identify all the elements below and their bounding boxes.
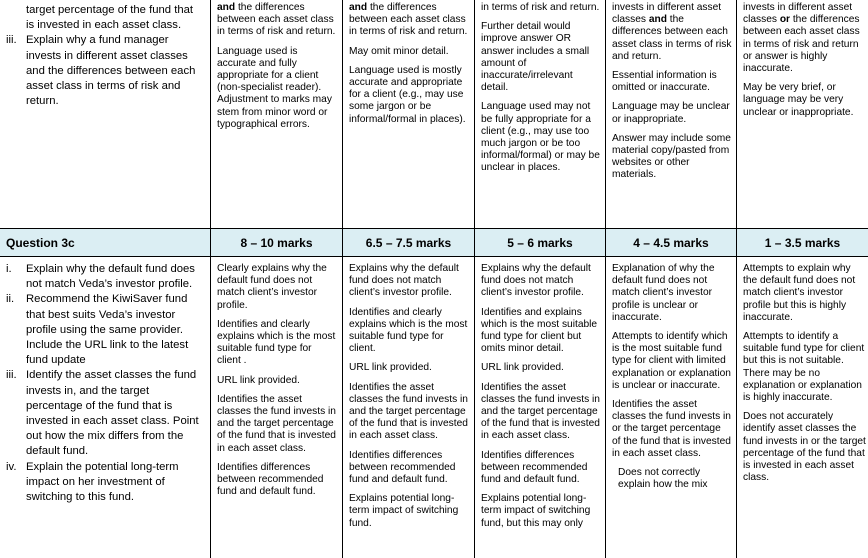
criteria-text: URL link provided. [349,362,432,374]
criteria-text: Attempts to explain why the default fund does not match client’s investor profile but this is highly inaccurate. [743,263,856,323]
criteria-text: Identifies and clearly explains which is the most suitable fund type for client. [349,306,468,355]
criteria-text-body: the differences between each asset class in terms of risk and return. [217,2,336,38]
criteria-text: Language used is accurate and fully appropriate for a client (non-specialist reader). Adjustment to marks may stem from minor word or typographical errors. [217,45,332,130]
band-header-label: 4 – 4.5 marks [633,235,709,250]
band-header-label: 8 – 10 marks [240,235,313,250]
question-header-cell [0,229,211,257]
criteria-text: Explains potential long-term impact of switching fund, but this may only [481,493,591,529]
criteria-text [743,2,866,75]
band-header-label: 1 – 3.5 marks [764,235,841,250]
question-item-text: Explain the potential long-term impact on her investment of switching to this fund. [26,460,179,504]
bold-lead: and [217,2,236,13]
criteria-text-body: the differences between each asset class in terms of risk and return or answer is highly inaccurate. [743,14,860,75]
question-item-number: iv. [6,460,17,473]
question-item-text: Recommend the KiwiSaver fund that best suits Veda’s investor profile using the same provider. Include the URL link to the latest fund update [26,293,189,367]
question-item-text: Identify the asset classes the fund invests in, and the target percentage of the fund that is invested in each asset class. Point out how the mix differs from the default fund. [26,369,199,458]
band-5-criteria-cell [737,257,868,558]
question-item [6,262,204,292]
criteria-text: Identifies differences between recommended fund and default fund. [481,449,588,486]
criteria-text: Attempts to identify a suitable fund type for client but this is not suitable. There may be no explanation or explanation is highly inaccurate. [743,331,865,404]
band-4-criteria-cell [606,257,737,558]
top-question-continuation: target percentage of the fund that is invested in each asset class. [26,4,194,32]
criteria-text [217,2,338,39]
criteria-text: Identifies the asset classes the fund invests in or the target percentage of the fund that is invested in each asset class. [612,399,731,459]
question-item-number: iii. [6,34,17,47]
question-item-number: i. [6,263,12,275]
question-item-number: ii. [6,293,15,306]
bold-connector: or [779,14,790,26]
question-items-cell [0,257,211,558]
top-band-3-cell [475,0,606,229]
criteria-text: Language used may not be fully appropriate for a client (e.g., may use too much jargon or be too informal/formal) or may be unclear in places. [481,101,600,174]
criteria-text [612,2,732,63]
band-header-cell [475,229,606,257]
top-question-cell [0,0,211,229]
band-header-cell [606,229,737,257]
criteria-text: Identifies and explains which is the most suitable fund type for client but omits minor detail. [481,306,598,355]
criteria-text: URL link provided. [481,362,564,374]
criteria-text: May omit minor detail. [349,45,449,57]
top-band-2-cell [343,0,475,229]
question-item-text: Explain why a fund manager invests in different asset classes and the differences between each asset class in terms of risk and return. [26,34,196,108]
criteria-text-body: the differences between each asset class in terms of risk and return. [349,2,468,38]
top-band-4-cell [606,0,737,229]
criteria-text: Explains potential long-term impact of switching fund. [349,493,459,529]
band-header-label: 6.5 – 7.5 marks [365,235,452,250]
criteria-text: Attempts to identify which is the most suitable fund type for client with limited explanation or explanation is unclear or inaccurate. [612,331,731,391]
criteria-text: Language used is mostly accurate and appropriate for a client (e.g., may use some jargon or be informal/formal in places). [349,64,466,125]
criteria-text: Explains why the default fund does not match client’s investor profile. [349,263,459,299]
criteria-text: Identifies the asset classes the fund invests in and the target percentage of the fund that is invested in each asset class. [349,381,468,442]
question-item [6,460,204,506]
criteria-text: Clearly explains why the default fund does not match client’s investor profile. [217,263,327,311]
criteria-text-body: invests in different asset classes [612,2,722,26]
criteria-text: Does not accurately identify asset classes the fund invests in or the target percentage of the fund that is invested in each asset class. [743,411,866,484]
band-header-cell [737,229,868,257]
question-item-number: iii. [6,369,17,382]
criteria-text: May be very brief, or language may be very unclear or inappropriate. [743,82,854,118]
criteria-text-body: the differences between each asset class in terms of risk and return. [612,14,732,62]
top-band-1-cell [211,0,343,229]
criteria-text: Further detail would improve answer OR answer includes a small amount of inaccurate/irrelevant detail. [481,21,590,94]
bold-connector: and [648,14,667,26]
criteria-text [349,2,470,39]
question-item [6,33,204,109]
band-3-criteria-cell [475,257,606,558]
criteria-text: Identifies and clearly explains which is the most suitable fund type for client . [217,318,336,367]
criteria-text: Explains why the default fund does not match client’s investor profile. [481,263,591,299]
criteria-text: Does not correctly explain how the mix [618,467,708,491]
question-item [6,292,204,368]
criteria-text: Answer may include some material copy/pasted from websites or other materials. [612,132,731,181]
band-2-criteria-cell [343,257,475,558]
question-item-text: Explain why the default fund does not match Veda’s investor profile. [26,263,195,291]
band-header-cell [343,229,475,257]
top-band-5-cell [737,0,868,229]
bold-lead: and [349,2,368,13]
band-header-cell [211,229,343,257]
criteria-text: URL link provided. [217,374,300,386]
criteria-text: Identifies differences between recommended fund and default fund. [217,461,324,498]
criteria-text: Language may be unclear or inappropriate. [612,101,730,125]
criteria-text-body: invests in different asset classes [743,2,853,26]
question-item [6,368,204,459]
criteria-text: in terms of risk and return. [481,2,600,13]
criteria-text: Explanation of why the default fund does not match client’s investor profile is unclear or inaccurate. [612,263,715,323]
question-title: Question 3c [6,235,75,250]
criteria-text: Identifies the asset classes the fund invests in and the target percentage of the fund that is invested in each asset class. [481,381,600,442]
criteria-text: Essential information is omitted or inaccurate. [612,70,717,94]
band-header-label: 5 – 6 marks [507,235,573,250]
band-1-criteria-cell [211,257,343,558]
criteria-text: Identifies the asset classes the fund invests in and the target percentage of the fund that is invested in each asset class. [217,393,336,454]
criteria-text: Identifies differences between recommended fund and default fund. [349,449,456,486]
